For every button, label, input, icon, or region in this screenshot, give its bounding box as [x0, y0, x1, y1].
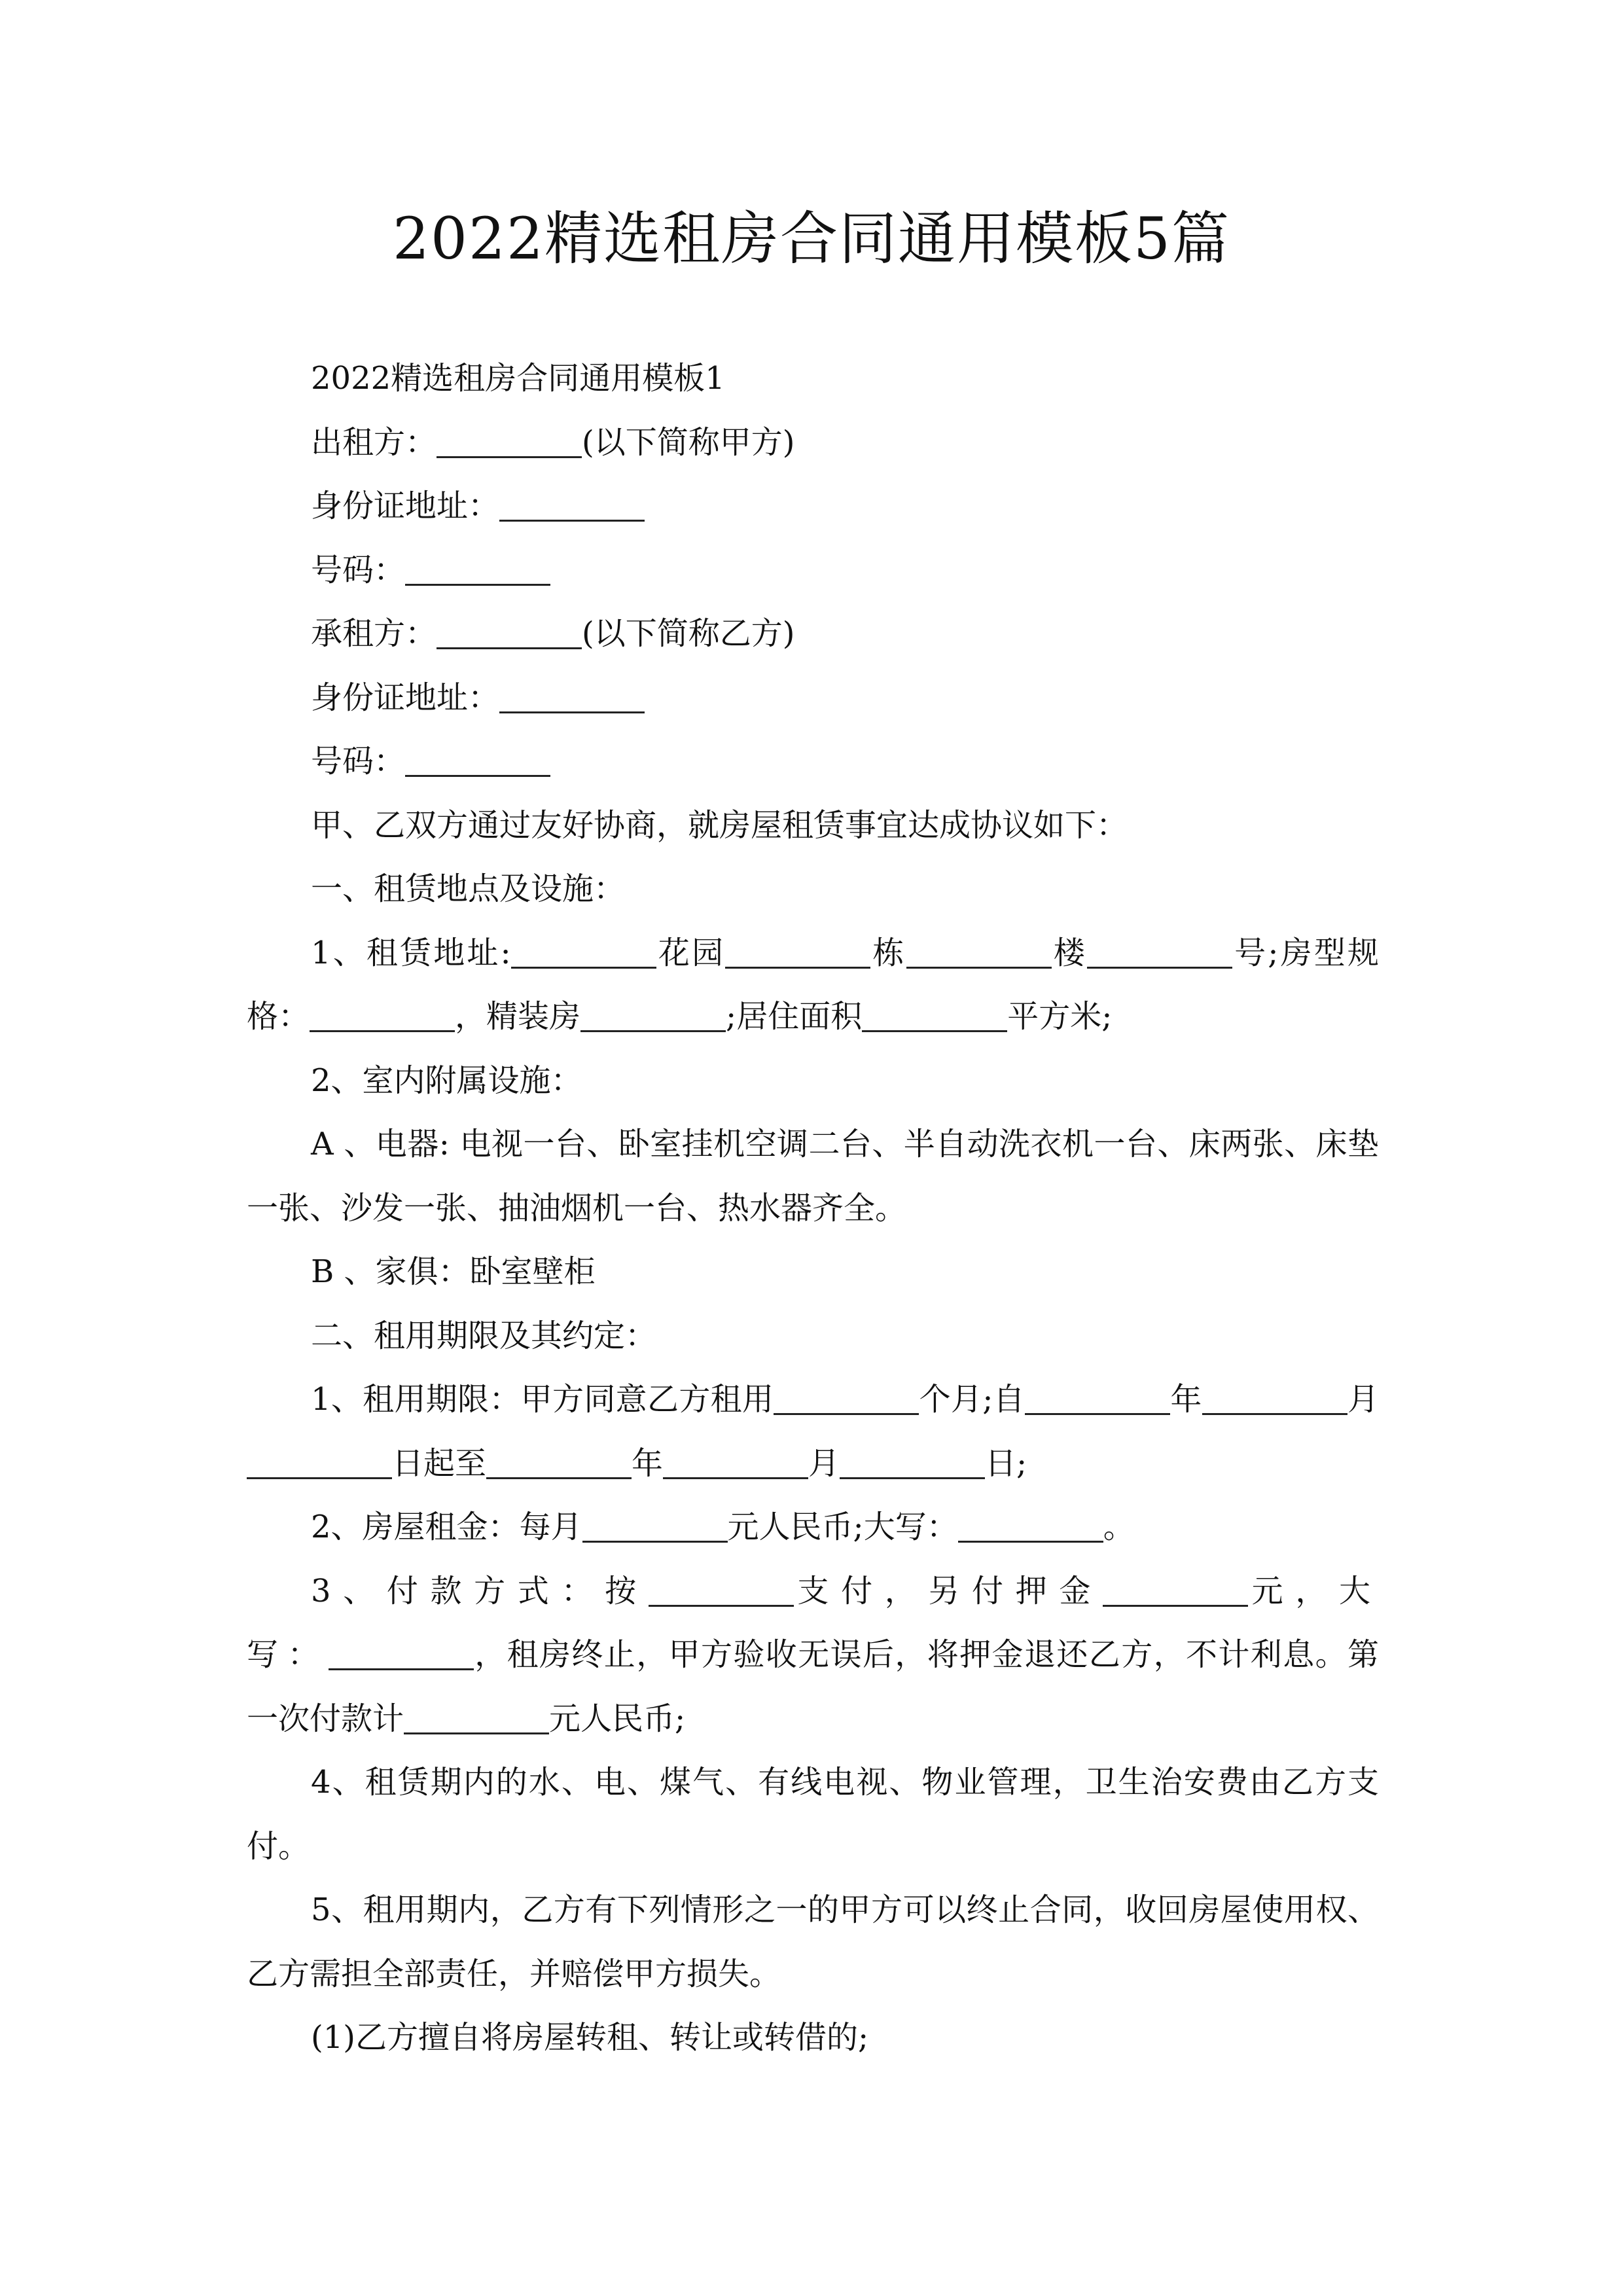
- lessor-id-address-blank[interactable]: [499, 480, 645, 522]
- clause-2-5: 5、租用期内，乙方有下列情形之一的甲方可以终止合同，收回房屋使用权、乙方需担全部责任，并赔偿甲方损失。: [247, 1892, 1379, 1992]
- lessee-line: 承租方： (以下简称乙方): [247, 602, 1379, 666]
- clause-1-2-a: A 、电器: 电视一台、卧室挂机空调二台、半自动洗衣机一台、床两张、床垫一张、沙发一张、抽油烟机一台、热水器齐全。: [247, 1126, 1379, 1227]
- lessee-id-address-blank[interactable]: [499, 672, 645, 713]
- clause-2-5-1: (1)乙方擅自将房屋转租、转让或转借的;: [311, 2019, 869, 2056]
- clause-1-1: 1、租赁地址: 花园 栋 楼 号;房型规格： ，精装房 ;居住面积 平方米;: [247, 922, 1379, 1049]
- lessee-number-line: 号码：: [247, 730, 1379, 794]
- start-day-blank[interactable]: [247, 1438, 392, 1479]
- garden-blank[interactable]: [725, 927, 870, 969]
- address-blank[interactable]: [511, 927, 656, 969]
- months-blank[interactable]: [774, 1374, 919, 1415]
- lessor-blank[interactable]: [437, 417, 582, 458]
- clause-2-4: 4、租赁期内的水、电、煤气、有线电视、物业管理，卫生治安费由乙方支付。: [247, 1764, 1379, 1865]
- rent-blank[interactable]: [582, 1501, 728, 1543]
- clause-2-1: 1、租用期限：甲方同意乙方租用 个月;自 年 月日起至 年 月 日;: [247, 1368, 1379, 1496]
- lessor-number-blank[interactable]: [405, 545, 550, 586]
- building-blank[interactable]: [906, 927, 1052, 969]
- subtitle: 2022精选租房合同通用模板1: [311, 360, 725, 397]
- clause-2-2: 2、房屋租金：每月 元人民币;大写： 。: [247, 1496, 1379, 1560]
- lessor-number-line: 号码：: [247, 539, 1379, 603]
- lessor-id-address-line: 身份证地址：: [247, 475, 1379, 539]
- end-day-blank[interactable]: [840, 1438, 985, 1479]
- section-1-heading: 一、租赁地点及设施：: [311, 870, 626, 907]
- end-year-blank[interactable]: [486, 1438, 632, 1479]
- document-body: [247, 347, 1379, 2070]
- clause-2-3: 3、付款方式：按 支付，另付押金 元，大写： ，租房终止，甲方验收无误后，将押金退还乙方，不计利息。第一次付款计 元人民币;: [247, 1560, 1379, 1751]
- lessee-id-address-line: 身份证地址：: [247, 666, 1379, 730]
- decoration-blank[interactable]: [580, 991, 726, 1032]
- payment-method-blank[interactable]: [649, 1566, 794, 1607]
- end-month-blank[interactable]: [663, 1438, 808, 1479]
- start-month-blank[interactable]: [1202, 1374, 1347, 1415]
- lessee-number-blank[interactable]: [405, 736, 550, 777]
- deposit-blank[interactable]: [1103, 1566, 1248, 1607]
- lessor-line: 出租方： (以下简称甲方): [247, 411, 1379, 475]
- clause-1-2-b: B 、家俱：卧室壁柜: [311, 1253, 596, 1290]
- first-payment-blank[interactable]: [404, 1693, 549, 1734]
- lessee-blank[interactable]: [437, 608, 582, 649]
- floor-blank[interactable]: [1087, 927, 1232, 969]
- deposit-uppercase-blank[interactable]: [329, 1629, 474, 1670]
- rent-uppercase-blank[interactable]: [958, 1501, 1103, 1543]
- agreement-intro: 甲、乙双方通过友好协商，就房屋租赁事宜达成协议如下：: [311, 806, 1128, 844]
- document-title: 2022精选租房合同通用模板5篇: [393, 205, 1230, 272]
- start-year-blank[interactable]: [1025, 1374, 1170, 1415]
- section-2-heading: 二、租用期限及其约定：: [311, 1317, 657, 1354]
- layout-blank[interactable]: [310, 991, 455, 1032]
- area-blank[interactable]: [862, 991, 1007, 1032]
- clause-1-2: 2、室内附属设施：: [311, 1062, 582, 1099]
